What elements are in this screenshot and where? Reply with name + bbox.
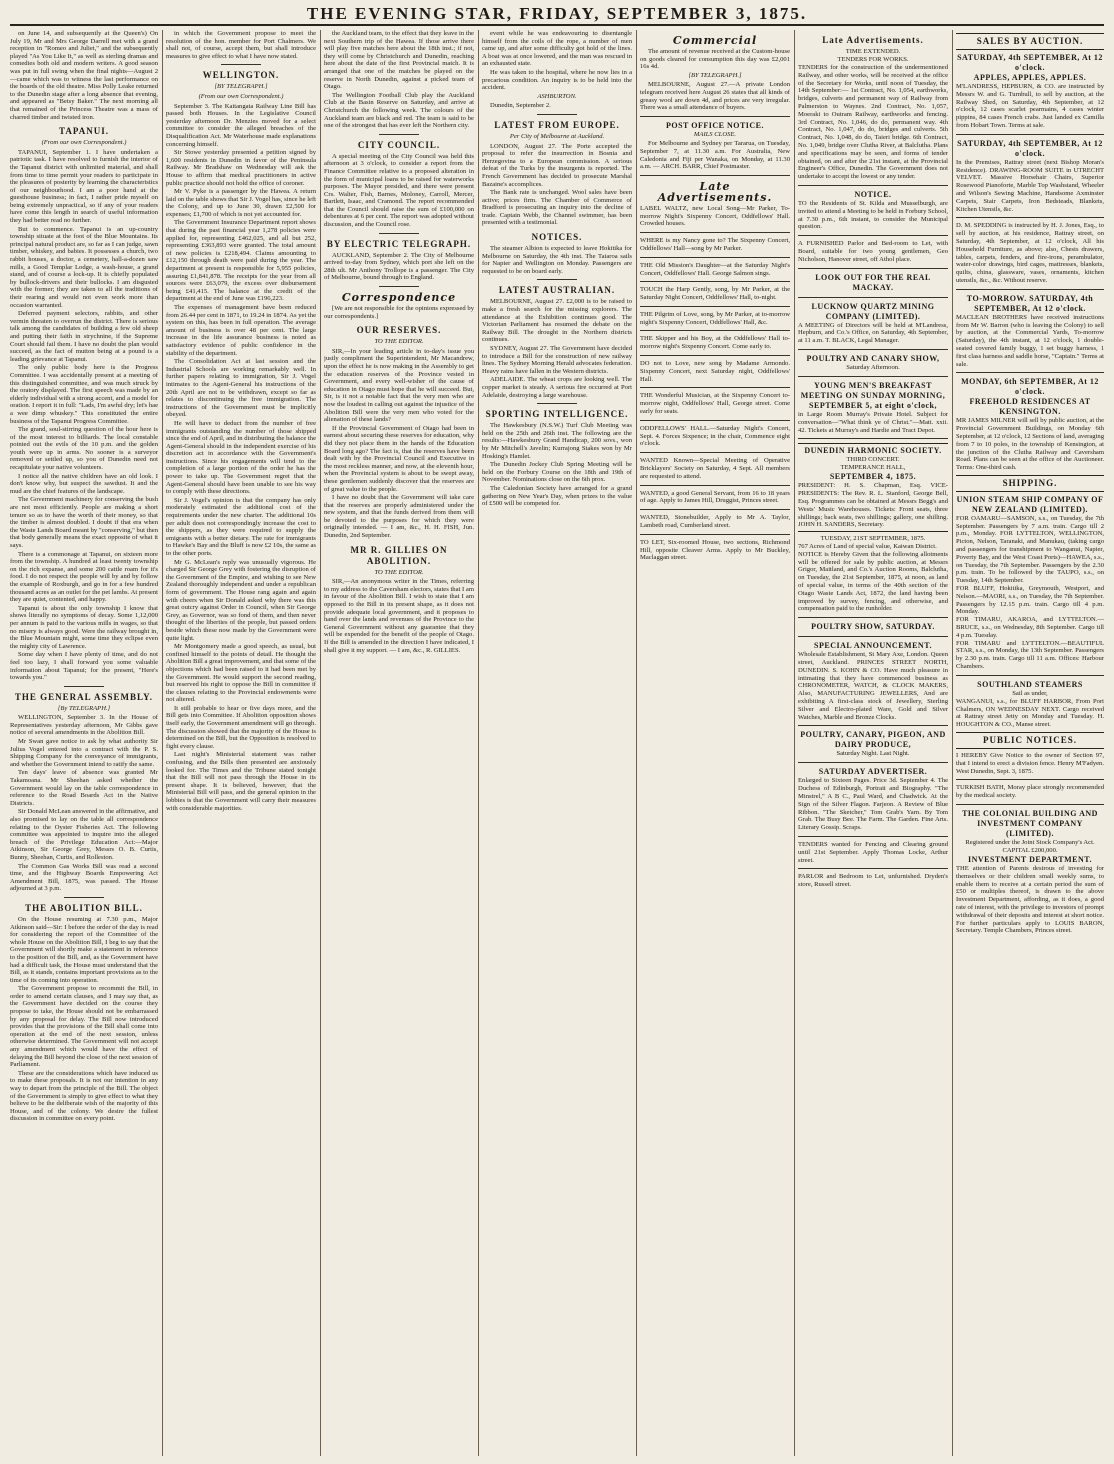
ad-heading: SATURDAY ADVERTISER. [818,767,928,777]
article-paragraph: Sir Stowe yesterday presented a petition signed by 1,600 residents in Dunedin in favor of the Peninsula Railway. Mr Bradshaw on Wednesday will ask the House to affirm that medical practitioners in active public practice should not hold the office of coroner. [166,149,316,187]
notice-body: THE attention of Parents desirous of investing for themselves or their children small weekly sums, to enable them to receive at a certain period the sum of £50 or multiples thereof, is drawn to the above Investment Department, affording, as it does, a good rate of interest, with the privilege to investors of prompt withdrawal of their deposits and interest at short notice. For further particulars apply to LOUIS BARON, Secretary. Temple Chambers, Princes street. [956,865,1104,935]
divider [64,686,104,687]
classified-ad: WANTED Known—Special Meeting of Operative Bricklayers' Society on Saturday, 4 Sept. All members are requested to attend. [640,457,790,480]
article-paragraph: Tapanui is about the only township I know that shows literally no symptoms of decay. Some 1,12,000 per annum is paid to the various mills in wages, so that no misery is always good. Were the railway brought in, the Blue Mountain might, some time they eclipse even the mighty city of Lawrence. [10,604,158,650]
classified-ad: TO LET, Six-roomed House, two sections, Richmond Hill, opposite Cleaver Arms. Apply to Mr Buckley, Maclaggan street. [640,538,790,562]
ad-heading: FREEHOLD RESIDENCES AT KENSINGTON. [969,397,1091,417]
section-heading-city-council: CITY COUNCIL. [357,139,441,150]
divider [379,134,419,135]
article-paragraph: on June 14, and subsequently at the Queen's) On July 19, Mr and Mrs George Darrell met with a grand reception in "Romeo and Juliet," and the subsequently played "As You Like It," as well as sterling dramas and comedies both old and modern writers. A good season was put in full swing when the final nights—August 2—came which was to witness the last performance on the boards of the old theatre. Miss Polly Leake returned to the Dunedin stage after a long absence that evening, and appeared as "Betsy Baker." The next morning all that remained of the Princess Theatre was a mass of charred timber and twisted iron. [10,30,158,121]
section-subheading: TO THE EDITOR. [374,568,424,576]
classified-ad: WHERE is my Nancy gone to? The Sixpenny Concert, Oddfellows' Hall—song by Mr Parker. [640,237,790,252]
notice-body: TURKISH BATH, Moray place strongly recommended by the medical society. [956,784,1104,800]
section-heading-our-reserves: OUR RESERVES. [356,325,442,336]
article-paragraph: The Consolidation Act at last session and the Industrial Schools are working remarkably well. In further papers relating to immigration, Sir J. Vogel intimates to the Agent-General his instructions of the 20th April are not to be withdrawn, except so far as relates to discontinuing the free immigration. The instructions of the Government must be implicitly obeyed. [166,358,316,419]
divider [640,175,790,176]
ad-line: Saturday Night. Last Night. [836,750,910,758]
section-heading-gillies-abolition: MR R. GILLIES ON ABOLITION. [350,544,448,566]
divider [956,372,1104,373]
classified-ad: DO not to Love, new song by Madame Armondo. Sixpenny Concert, next Saturday night, Oddfellows' Hall. [640,360,790,383]
ad-body: Wholesale Establishment, St Mary Axe, London. Queen street, Auckland. PRINCES STREET NORTH, DUNEDIN. S. KOHN & CO. Have much pleasure in intimating that they have commenced business as CHRONOMETER, WATCH, & CLOCK MAKERS, Also, MANUFACTURING JEWELLERS, And are exhibiting A first-class stock of Jewellery, Sterling Silver and Electro-plated Ware, Gold and Silver Watches, Marble and Bronze Clocks. [798,651,948,721]
article-paragraph: MELBOURNE, August 27. £2,000 is to be raised to make a fresh search for the missing explorers. The attendance at the Exhibition continues good. The Victorian Parliament has resumed the debate on the Railway Bill. The drought in the Northern districts continues. [482,298,632,344]
article-paragraph: MELBOURNE, August 27.—A private London telegram received here August 26 states that all kinds of greasy wool are down 4d, and prices are very irregular. There was a small attendance of buyers. [640,81,790,112]
ad-heading: YOUNG MEN'S BREAKFAST MEETING ON SUNDAY MORNING, SEPTEMBER 5, at eight o'clock, [800,380,946,410]
divider [956,804,1104,805]
article-paragraph: Dunedin, September 2. [490,102,551,110]
masthead [10,4,1104,26]
column-1 [10,30,158,1456]
section-heading-notices: NOTICES. [531,232,583,243]
ad-heading: UNION STEAM SHIP COMPANY OF NEW ZEALAND (LIMITED). [956,494,1104,514]
column-rule [636,30,637,1456]
section-heading-sporting: SPORTING INTELLIGENCE. [485,409,629,420]
ad-heading: TENDERS FOR WORKS. [837,56,909,63]
classified-ads-list [640,205,790,563]
article-paragraph: WELLINGTON, September 3. In the House of Representatives yesterday afternoon, Mr Gibbs gave notice of several amendments in the Abolition Bill. [10,714,158,737]
section-subheading: [By TELEGRAPH.] [57,704,111,712]
section-heading-latest-europe: LATEST FROM EUROPE. [494,119,620,130]
classified-ad: ODDFELLOWS' HALL.—Saturday Night's Concert, Sept. 4. Forces Sixpence; in the chair, Commence eight o'clock. [640,424,790,448]
ad-line: TUESDAY, 21ST SEPTEMBER, 1875. [820,535,926,543]
article-paragraph: Mr V. Pyke is a passenger by the Hawea. A return laid on the table shows that Sir J. Vogel has, since he left the Colony, and up to June 30, drawn £2,500 for expenses; £1,700 of which is not yet accounted for. [166,188,316,218]
ad-body: TO the Residents of St. Kilda and Musselburgh, are invited to attend a Meeting to be held in Forbury School, at 7.30 p.m., 6th instant, to consider the Municipal question. [798,199,948,231]
article-paragraph: AUCKLAND, September 2. The City of Melbourne arrived to-day from Sydney, which port she left on the 28th ult. Mr Anthony Trollope is a passenger. The City of Melbourne, bound through to England. [324,251,474,282]
article-paragraph: in which the Government propose to meet the resolution of the hon. member for Port Chalmers. We shall not, of course, accept them, but shall introduce measures to give effect to what I have now stated. [166,30,316,60]
classified-ad: LABEL WALTZ, new Local Song—Mr Parker, To-morrow Night's Sixpenny Concert, Oddfellows' Hall. Crowded houses. [640,204,790,228]
notice-body: I HEREBY Give Notice to the owner of Section 97, that I intend to erect a division fence. Henry M'Fadyen. West Dunedin, Sept. 3, 1875. [956,752,1104,775]
section-heading-sales-by-auction: SALES BY AUCTION. [956,33,1104,50]
ad-line: Registered under the Joint Stock Company's Act. [965,839,1095,846]
divider [798,636,948,637]
ad-heading: POULTRY SHOW, SATURDAY. [811,622,935,632]
article-paragraph: He will have to deduct from the number of free immigrants outstanding the number of those shipped since the end of April, and in distributing the balance the Agent-General should in the independent exercise of his discretion act in accordance with the Government's instructions. Since his engagements will tend to the completion of a large portion of the order he has the power to take up. The Government regret that the Agent-General should have been unable to see his way to comply with these directions. [166,419,316,496]
article-paragraph: September 3. The Kaitangata Railway Line Bill has passed both Houses. In the Legislative Council yesterday afternoon Dr. Menzies moved for a select committee to consider the alleged breaches of the Disqualification Act. Mr Waterhouse made explanations concerning himself. [166,102,316,148]
divider [379,233,419,234]
ad-heading: LOOK OUT FOR THE REAL MACKAY. [815,272,931,292]
section-subheading: [BY TELEGRAPH.] [688,71,742,79]
ad-heading: DUNEDIN HARMONIC SOCIETY. [804,446,942,456]
ad-body: in Large Room Murray's Private Hotel. Subject for conversation—"What think ye of Christ."—Matt. xxii. 42. Tickets at Murray's and Hardie and Tract Depot. [798,410,948,434]
section-heading-abolition-bill: THE ABOLITION BILL. [25,902,143,913]
section-subheading: Per City of Melbourne at Auckland. [509,132,605,140]
column-rule [794,30,795,1456]
article-paragraph: He was taken to the hospital, where he now lies in a precarious condition. An inquiry is to be held into the accident. [482,68,632,92]
column-7 [956,30,1104,1456]
ad-heading: TO-MORROW. SATURDAY, 4th SEPTEMBER, At 12 o'clock. [966,293,1094,313]
article-paragraph: The Wellington Football Club play the Auckland Club at the Basin Reserve on Saturday, and arrive at Christchurch the following week. The colours of the Auckland team are black and red. The team is said to be one of the strongest that has ever left the Northern city. [324,91,474,130]
article-paragraph: SYDNEY, August 27. The Government have decided to introduce a Bill for the construction of new railway lines. The Sydney Morning Herald advocates federation. Heavy rains have fallen in the Western districts. [482,345,632,375]
article-paragraph: A special meeting of the City Council was held this afternoon at 3 o'clock, to consider a report from the Finance Committee relative to a proposed alteration in the form of municipal loans to be raised for waterworks purposes. The Mayor presided, and there were present Crs. Walter, Fish, Barnes, Moloney, Carroll, Mercer, Bartlett, Isaac, and Cramond. The report recommended that the Council should raise the sum of £100,000 on debentures at 6 per cent. The report was adopted without discussion, and the Council rose. [324,152,474,229]
ad-body: PRESIDENT: H. S. Chapman, Esq. VICE-PRESIDENTS: The Rev. R. L. Stanford, George Bell, Esq. Programmes can be obtained at Messrs Begg's and Wests' Music Warehouses. Tickets: Front seats, three shillings; back seats, two shillings; gallery, one shilling. JOHN H. SANDERS, Secretary. [798,482,948,529]
ad-line: CAPITAL £200,000. [1002,847,1058,854]
article-paragraph: The amount of revenue received at the Custom-house on goods cleared for consumption this day was £2,001 16s 4d. [640,48,790,71]
auction-ad-body: MR JAMES MILNER will sell by public auction, at the Provincial Government Buildings, on Monday 6th September, at 12 o'clock, 12 Sections of land, averaging from 7 to 10 poles, in the township of Kensington, at the junction of the Clutha Railway and Caversham Road. Plans can be seen at the office of the Auctioneer. Terms: One-third cash. [956,417,1104,472]
divider [956,217,1104,218]
auction-ad-body: M'LANDRESS, HEPBURN, & CO. are instructed by Messrs W. and G. Turnbull, to sell by auction, at the Railway Shed, on Saturday, 4th September, at 12 o'clock, 12 cases scarlet pearmains, 4 cases winter pippins, 84 cases French crabs. Just landed ex Camilla from Hobart Town. Terms at sale. [956,83,1104,129]
section-heading-electric-telegraph: BY ELECTRIC TELEGRAPH. [326,238,472,249]
column-rule [320,30,321,1456]
ad-heading: POULTRY, CANARY, PIGEON, AND DAIRY PRODUCE, [800,730,946,750]
article-paragraph: Last night's Ministerial statement was rather confusing, and the Bills then presented are anxiously looked for. The Times and the Tribune stated tonight that the Bill will not pass through the House in its present shape. It is believed, however, that the Ministerial Bill will pass, and the general opinion in the lobbies is that the Government will carry their measures with considerable majorities. [166,751,316,812]
divider [798,376,948,377]
section-heading-tapanui: TAPANUI. [59,126,109,137]
section-heading-shipping: SHIPPING. [956,475,1104,492]
divider [798,617,948,618]
classified-ad: THE Pilgrim of Love, song, by Mr Parker, at to-morrow night's Sixpenny Concert, Oddfellows' Hall, &c. [640,310,790,326]
ad-body: TENDERS wanted for Fencing and Clearing ground until 21st September. Apply Thomas Locke, Arthur street. [798,841,948,864]
section-heading-late-advertisements: Late Advertisements. [822,35,924,45]
article-paragraph: TAPANUI, September 1. I have undertaken a patriotic task. I have resolved to furnish the interior of the Tapanui district with unlimited material, and shall from time to time permit your readers to participate in the pleasures of posterity by learning the characteristics of our neighbourhood. I am a poor hand at the guesthouse business; in fact, I rather pride myself on being extremely unpractical, so if any of your readers have come this length in search of useful information they had better read no further. [10,148,158,225]
section-heading-public-notices: PUBLIC NOTICES. [956,732,1104,749]
article-paragraph: Mr Montgomery made a good speech, as usual, but confined himself to the points of detail. He thought the Abolition Bill a great improvement, and that some of the objections which had been raised to it had been met by the Government. He would support the second reading, but reserved his right to oppose the Bill in committee if the clauses relating to the Provincial endowments were not altered. [166,643,316,704]
ad-body: A FURNISHED Parlor and Bed-room to Let, with Board, suitable for two young gentlemen, Geo Nicholson, Hanover street, off Athol place. [798,240,948,263]
article-paragraph: Ten days' leave of absence was granted Mr Takamoana. Mr Sheehan asked whether the Government would lay on the table correspondence in reference to the Road Boards Act in the Native Districts. [10,769,158,807]
ad-heading: APPLES, APPLES, APPLES. [973,73,1087,82]
divider [798,297,948,298]
section-heading-wellington: WELLINGTON. [202,70,280,81]
article-paragraph: event while he was endeavouring to disentangle himself from the coils of the rope, a number of men came up, and after some difficulty got hold of the lines. A boat was at once lowered, and the man was rescued in an exhausted state. [482,30,632,68]
newspaper-title: THE EVENING STAR, FRIDAY, SEPTEMBER 3, 1875. [306,4,808,23]
ad-heading: SATURDAY, 4th SEPTEMBER, At 12 o'clock. [957,138,1103,158]
column-rule [952,30,953,1456]
section-heading-general-assembly: THE GENERAL ASSEMBLY. [14,691,154,702]
post-office-notice-heading: POST OFFICE NOTICE. [665,120,765,130]
ad-body: PARLOR and Bedroom to Let, unfurnished. Dryden's store, Russell street. [798,873,948,889]
divider [537,403,577,404]
article-paragraph: Some day when I have plenty of time, and do not feel too lazy, I shall forward you some valuable information about Tapanui; for the present, "Here's towards you." [10,651,158,682]
auction-ad-body: In the Premises, Rattray street (next Bishop Moran's Residence). DRAWING-ROOM SUITE in UTRECHT VELVET. Massive Horsehair Chairs, Superior Rosewood Pianoforte, Marble Top Washstand, Wheeler and Wilson's Sewing Machine, Handsome Axminster Carpets, Stair Carpets, Iron Bedsteads, Blankets, Kitchen Utensils, &c. [956,158,1104,213]
classified-ad: THE Old Mission's Daughter—at the Saturday Night's Concert, Oddfellows' Hall. George Salmon sings. [640,261,790,277]
article-paragraph: These are the considerations which have induced us to make these proposals. It is not our intention in any way to depart from the principle of the Bill. The object of the Government is simply to give effect to what they believe to be the deliberate wish of the majority of this House, and of the colony. We desire the fullest discussion in committee on every point. [10,1069,158,1123]
divider [221,64,261,65]
divider [956,779,1104,780]
ad-line: Sail as under, [1012,689,1048,697]
concert-ad [798,443,948,532]
section-heading-correspondence: Correspondence [341,291,457,305]
column-3 [324,30,474,1456]
divider [798,349,948,350]
classified-ad: TOUCH the Harp Gently, song, by Mr Parker, at the Saturday Night Concert, Oddfellows' Hall, to-night. [640,286,790,302]
section-subheading: MAILS CLOSE. [693,130,737,138]
ad-line: THIRD CONCERT. [846,456,900,464]
ad-heading: SOUTHLAND STEAMERS [977,679,1083,689]
section-heading-late-advertisements: Late Advertisements. [657,179,773,204]
editorial-note: [We are not responsible for the opinions expressed by our correspondents.] [324,305,474,320]
divider [798,762,948,763]
ad-line: Saturday Afternoon. [846,363,900,371]
article-paragraph: On the House resuming at 7.30 p.m., Major Atkinson said—Sir: I before the order of the day is read for considering the report of the Committee of the whole House on the Abolition Bill, I beg to say that the Government will shortly make a statement in reference to the position of the Bill, and, as the Government have had a difficult task, the House must understand that the Bill, as it stands, contains important provisions as to the time of its coming into operation. [10,915,158,984]
shipping-ad-body: FOR TIMARU, AKAROA, and LYTTELTON.—BRUCE, s.s., on Wednesday, 8th September. Cargo till 4 p.m. Tuesday. [956,616,1104,639]
section-subheading: (From our own Correspondent.) [41,139,127,147]
divider [798,235,948,236]
column-rule [478,30,479,1456]
column-4 [482,30,632,1456]
column-6 [798,30,948,1456]
ad-heading: POULTRY AND CANARY SHOW, [806,353,940,363]
classified-ad: THE Wonderful Musician, at the Sixpenny Concert to-morrow night, Oddfellows' Hall, George street. Come early for seats. [640,392,790,416]
article-paragraph: LONDON, August 27. The Porte accepted the proposal to refer the insurrection in Bosnia and Herzegovina to a European commission. A serious defeat of the Turks by the insurgents is reported. The French Government has decided to prosecute Marshal Bazaine's accomplices. [482,142,632,188]
article-paragraph: But to commence. Tapanui is an up-country township situate at the foot of the Blue Mountains. Its principal natural product are, so far as I can judge, sawn timber, whiskey, and babies. It possesses a church, two rabbit houses, a doctor, a cemetery, hall-a-dozen saw mills, a Good Templar Lodge, a wash-house, a grand stand, and of course a lock-up. It is chiefly populated by bullock-drivers and their bullocks. I am disgusted with the former; they are taken to all the traditions of their rearing and would not even work more than occasion warranted. [10,225,158,309]
article-paragraph: The only public body here is the Progress Committee. I was accidentally present at a meeting of this distinguished committee, and was much struck by the oratory displayed. The first speech was made by an elderly individual with a strong accent, and a model for oration. I report it in full: "Lads, I'm awful dry; let's hae a wee dimp whuskey." This constituted the entire business of the Tapanui Progress Committee. [10,364,158,425]
column-rule [162,30,163,1456]
letter-paragraph: SIR,—In your leading article in to-day's issue you justly compliment the Superintendent, Mr Macandrew, upon the effect he is now making in the Assembly to get the education reserves of the Province vested in Government, and every well-wisher of the cause of education in Otago must hope that he will succeed. But, Sir, is it not a notable fact that the very men who are now the loudest in calling out against the injustice of the Abolition Bill were the very men who voted for the alienation of these lands? [324,347,474,424]
classified-ad: THE Skipper and his Boy, at the Oddfellows' Hall to-morrow night's Sixpenny Concert. Come early to. [640,335,790,351]
section-subheading: TO THE EDITOR. [374,338,424,346]
article-paragraph: The Caledonian Society have arranged for a grand gathering on New Year's Day, when prizes to the value of £500 will be competed for. [482,484,632,508]
column-2 [166,30,316,1456]
article-paragraph: The Hawkesbury (N.S.W.) Turf Club Meeting was held on the 25th and 26th inst. The following are the results:—Hawkesbury Grand Handicap, 200 sovs., won by Mr Mitchell's Javelin; Kurrajong Stakes won by Mr Hosking's Hamlet. [482,422,632,460]
auction-ad-body: MACLEAN BROTHERS have received instructions from Mr W. Barron (who is leaving the Colony) to sell by auction, at the Commercial Yards, To-morrow (Saturday), the 4th instant, at 12 o'clock, 1 double-seated covered family buggy, 1 set buggy harness, 1 first class harness and saddle horse, "Captain." Terms at sale. [956,313,1104,368]
shipping-ad-body: FOR TIMARU and LYTTELTON.—BEAUTIFUL STAR, s.s., on Monday, the 13th September. Passengers by 2.30 p.m. train. Cargo till 11 a.m. Offices: Harbour Chambers. [956,639,1104,671]
article-paragraph: The grand, soul-stirring question of the hour here is of the most interest to billiards. The local constable pointed out the evils of the 10 p.m. and the golden youth were up in arms. No sooner is a surveyor removed or settled up, so you of Dunedin need not recapitulate your native volunteers. [10,426,158,472]
notice-paragraph: For Melbourne and Sydney per Tararua, on Tuesday, September 7, at 11.30 a.m. For Australia, New Caledonia and Fiji per Wanaka, on Monday, at 11.30 a.m. — ARCH. BARR, Chief Postmaster. [640,140,790,171]
divider [798,868,948,869]
ad-body: 767 Acres of Land of special value, Kaiwan District. [798,543,937,551]
divider [956,289,1104,290]
ad-heading: TIME EXTENDED. [845,48,901,55]
article-paragraph: Sir J. Vogel's opinion is that the company has only moderately estimated the additional cost of the requirements under the new charter. The additional 10s per adult does not correspondingly increase the cost to the shippers, as they were required to supply the emigrants with a better dietary. The rate for immigrants to Hawke's Bay and the Bluff is now £2 10s, the same as to the other ports. [166,496,316,557]
divider [537,279,577,280]
section-heading-commercial: Commercial [672,34,758,47]
article-paragraph: I notice all the native children have an old look. I don't know why, but suspect the sawdust. It and the mud are the chief features of the landscape. [10,472,158,495]
tender-ad-body: TENDERS for the construction of the undermentioned Railway, and other works, will be received at the office of the Secretary for Works, until noon of Tuesday, the 14th September:— 1st Contract, No. 1,054, earthworks, bridges, culverts and permanent way of Railway from Palmerston to Waynes. 2nd Contract, No. 1,057, Moeraki to Outram Railway, earthworks and fencing. 3rd Contract, No. 1,046, do do, permanent way. 4th Contract, No. 1,047, do do, bridges and culverts. 5th Contract, No. 1,048, do do, Taieri bridge. 6th Contract, No. 1,049, bridge over Clutha River, at Balclutha. Plans and specifications may be seen, and forms of tender obtained, on and after the 21st instant, at the Provincial Engineer's Office, Dunedin. The Government does not undertake to accept the lowest or any tender. [798,64,948,181]
ad-heading: INVESTMENT DEPARTMENT. [967,855,1093,864]
ad-heading: SEPTEMBER 4, 1875. [829,472,917,482]
divider [798,725,948,726]
auction-ad-body: D. M. SPEDDING is instructed by H. J. Jones, Esq., to sell by auction, at his residence, Rattray street, on Saturday, 4th September, at 12 o'clock, All his Household Furniture, as above; also, Chests drawers, tables, carpets, fenders, and fire-irons, perambulator, water-color drawings, bird cages, mattresses, blankets, quilts, china, glassware, vases, ornaments, kitchen utensils, &c., &c. Without reserve. [956,222,1104,284]
ad-body: A MEETING of Directors will be held at M'Landress, Hepburn, and Co.'s Office, on Saturday, 4th September, at 11 a.m. T. BLACK, Legal Manager. [798,321,948,345]
article-paragraph: It still probable to hear or five days more, and the Bill gets into Committee. If Abolition opposition shows itself early, the Government amendment will go through. The discussion showed that the majority of the House is determined on the Bill, but the Opposition is resolved to fight every clause. [166,704,316,750]
divider [798,185,948,186]
letter-paragraph: If the Provincial Government of Otago had been in earnest about securing these reserves for education, why did they not place them in the hands of the Education Board long ago? The fact is, that the reserves have been dealt with by the Provincial Council and Executive in the most reckless manner, and now, at the eleventh hour, when the Provincial system is about to be swept away, these gentlemen suddenly discover that the reserves are of great value to the people. [324,424,474,493]
column-5 [640,30,790,1456]
ad-body: NOTICE is Hereby Given that the following allotments will be offered for sale by public auction, at Messrs Grigor, Maitland, and Co.'s Auction Rooms, Balclutha, on Tuesday, the 21st September, 1875, at noon, as land of special value, in terms of the 40th section of the Otago Waste Lands Act, 1872, the land having been improved by survey, fencing, and otherwise, and compensation paid to the runholder. [798,550,948,613]
shipping-ad-body: FOR BLUFF, Hokitika, Greymouth, Westport, and Nelson.—MAORI, s.s., on Tuesday, the 7th September. Passengers by 12.15 p.m. train. Cargo till 4 p.m. Monday. [956,585,1104,616]
classified-ad: WANTED, Stonebuilder, Apply to Mr A. Taylor, Lambeth road, Cumberland street. [640,514,790,530]
divider [956,134,1104,135]
ad-line: TEMPERANCE HALL, [840,464,906,472]
section-heading-latest-australian: LATEST AUSTRALIAN. [498,285,616,296]
article-paragraph: the Auckland team, to the effect that they leave in the next Southern trip of the Hawea. If those arrive there will play five matches here about the 18th inst.; if not, they will come by Christchurch and Dunedin, reaching here about the date of the first Provincial match. It is arranged that one of the matches be played on the reserve in North Dunedin, against a picked team of Otago. [324,30,474,91]
article-paragraph: The expenses of management have been reduced from 26.44 per cent in 1871, to 19.24 in 1874. As yet the system on this, has been in full operation. The average amount of business is over 48 per cent. The large increase in the life assurance business is noted as satisfactory evidence of public confidence in the stability of the department. [166,304,316,357]
section-subheading: (From our own Correspondent.) [198,92,284,100]
article-paragraph: There is a commonage at Tapanui, on sixteen more from the township. A hundred at least twenty township on the rich expanse, and some 200 cattle roam for it's food. I do not respect the people will by and by follow the example of Roxburgh, and go in for a few hundred thousand acres as an outlet for the pet lambs. At present they are quiet, contented, and happy. [10,550,158,604]
letter-paragraph: I have no doubt that the Government will take care that the reserves are properly administered under the new system, and that the funds derived from them will be devoted to the purposes for which they were originally intended. — I am, &c., H. H. FISH, Jun. Dunedin, 2nd September. [324,494,474,540]
section-subheading: ASHBURTON. [537,92,577,100]
ad-heading: LUCKNOW QUARTZ MINING COMPANY (LIMITED). [811,301,935,321]
section-subheading: [BY TELEGRAPH.] [214,83,268,91]
article-paragraph: Mr G. McLean's reply was unusually vigorous. He charged Sir George Grey with fostering the disruption of the Government of the Empire, and wishing to see New Zealand thoroughly independent and under a republican form of government. The House rang again and again with cheers when Sir Donald asked why there was this great outcry against Order in Council, when Sir George Grey, as Governor, was so fond of them, and then never thought of the liberties of the people, but passed orders beside which these now made by the Government were quite light. [166,558,316,642]
article-paragraph: The Dunedin Jockey Club Spring Meeting will be held on the Forbury Course on the 18th and 19th of November. Nominations close on the 6th prox. [482,461,632,484]
ad-heading: MONDAY, 6th SEPTEMBER, At 12 o'clock. [961,377,1099,397]
divider [379,286,419,287]
divider [798,438,948,439]
divider [640,116,790,117]
divider [798,836,948,837]
divider [798,268,948,269]
divider [64,897,104,898]
article-paragraph: The steamer Albion is expected to leave Hokitika for Melbourne on Saturday, the 4th inst. The Taiaroa sails for Napier and Wellington on Monday. Passengers are requested to be on board early. [482,245,632,275]
article-paragraph: ADELAIDE. The wheat crops are looking well. The copper market is steady. A serious fire occurred at Port Adelaide, destroying a large warehouse. [482,376,632,399]
divider [537,114,577,115]
ad-body: Enlarged to Sixteen Pages. Price 3d. September 4. The Duchess of Edinburgh, Portrait and Biography. "The Minstrel," A B C., Paul Ward, and Chadwick. At the Sign of the Silver Flagon. Farjeon. A Review of Blue Ribbon. "The Sketcher," Tom Grab's Yarn. By Tom Grab. The Busy Bee. The Farm. The Garden. Fine Arts. Literary Gossip. Scraps. [798,777,948,832]
article-paragraph: The Government propose to recommit the Bill, in order to amend certain clauses, and I may say that, as the Government have decided on the course they propose to take, the House should not be embarrassed by any proposal for delay. The Bill now introduced provides that the provisions of the Bill shall come into operation at the end of the next session, unless otherwise determined. The Government will not accept any amendment which would have the effect of delaying the Bill beyond the close of the next session of Parliament. [10,985,158,1069]
article-paragraph: The Government machinery for conserving the bush are not most efficiently. People are making a short tenure so as to have the worth of their money, so that the timber is almost doubled. I doubt if that era when the Waste Lands Board meant by "conserving," but then that body generally means the exact opposite of what it says. [10,496,158,549]
classified-ad: WANTED, a good General Servant, from 16 to 18 years of age. Apply to James Hill, Druggist, Princes street. [640,489,790,505]
divider [956,675,1104,676]
shipping-ad-body: WANGANUI, s.s., for BLUFF HARBOR, From Port Chalmers, ON WEDNESDAY NEXT. Cargo received at Rattray street Jetty on Monday and Tuesday. H. HOUGHTON & CO., Manse street. [956,697,1104,729]
shipping-ad-body: FOR OAMARU—SAMSON, s.s., on Tuesday, the 7th September. Passengers by 7 a.m. train. Cargo till 2 p.m., Monday. FOR LYTTELTON, WELLINGTON, Picton, Nelson, Taranaki, and Manukau, (taking cargo and passengers for transhipment to Wanganui, Napier, Poverty Bay, and the West Coast Ports)—HAWEA, s.s., on Tuesday, the 7th September. Passengers by the 2.30 p.m. train. To be followed by the TAUPO, s.s., on Tuesday, 14th September. [956,514,1104,585]
ad-heading: NOTICE. [854,189,892,199]
letter-paragraph: SIR,—An anonymous writer in the Times, referring to my address to the Caversham electors, states that I am in favour of the Abolition Bill. I wish to state that I am opposed to the Bill in its present shape, as it does not provide adequate local government, and it proposes to hand over the lands and revenues of the Province to the General Government without any guarantee that they will be expended for the benefit of the people of Otago. If the Bill is amended in the direction I have indicated, I shall give it my support. — I am, &c., R. GILLIES. [324,578,474,654]
ad-heading: SPECIAL ANNOUNCEMENT. [814,641,932,651]
article-paragraph: Sir Donald McLean answered in the affirmative, and also promised to lay on the table all correspondence relating to the Oyster Fisheries Act. The following committee was appointed to inquire into the alleged breach of the Privilege Education Act:—Major Atkinson, Sir George Grey, Messrs O. B. Curtis, Bunny, Sheehan, Curtis, and Rolleston. [10,808,158,861]
article-paragraph: The Government Insurance Department report shows that during the past financial year 1,278 policies were applied for, representing £462,025, and all but 252, representing £363,893 were granted. The total amount of new policies is £218,494. Claims amounting to £12,150 through death were paid during the year. The department at present is responsible for 5,955 policies, assuring £1,841,878. The receipts for the year from all sources were £63,079, the excess over disbursement being £41,415. The balance at the credit of the department at the end of June was £196,223. [166,219,316,303]
article-paragraph: Deferred payment selectors, rabbits, and other vermin threaten to overrun the district. There is serious talk among the candidates of building a few old sheep and putting their faith in strychnine, if the Supreme Court should fail them. I have no doubt the plan would succeed, as the fact of mutton being at a pound is a leading grievance at Tapanui. [10,310,158,363]
article-paragraph: Mr Swan gave notice to ask by what authority Sir Julius Vogel entered into a contract with the P. S. Shipping Company for the conveyance of immigrants, and whether the Government intend to ratify the same. [10,738,158,768]
ad-heading: THE COLONIAL BUILDING AND INVESTMENT COMPANY (LIMITED). [962,809,1098,838]
ad-heading: SATURDAY, 4th SEPTEMBER, At 12 o'clock. [957,53,1103,72]
article-paragraph: The Bank rate is unchanged. Wool sales have been active; prices firm. The Chamber of Commerce of Bradford is prosecuting an inquiry into the decline of trade. Captain Webb, the Channel swimmer, has been presented with a testimonial. [482,189,632,227]
article-paragraph: The Common Gas Works Bill was read a second time, and the Highway Boards Empowering Act Amendment Bill, 1875, was passed. The House adjourned at 3 p.m. [10,862,158,893]
